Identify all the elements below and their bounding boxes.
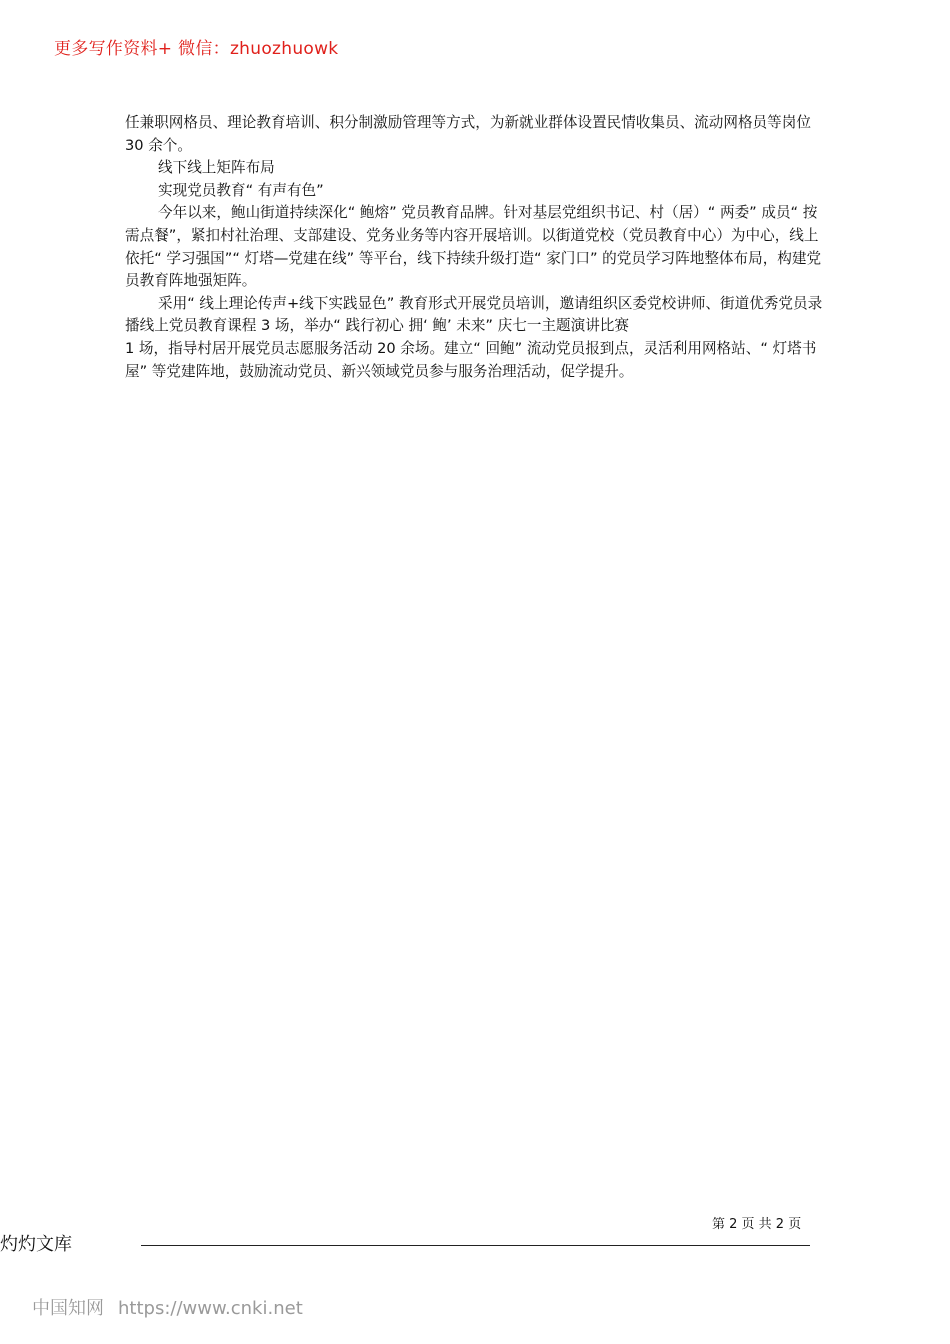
page-number: 第 2 页 共 2 页 (712, 1217, 802, 1232)
paragraph: 1 场，指导村居开展党员志愿服务活动 20 余场。建立“ 回鲍” 流动党员报到点，灵活利用网格站、“ 灯塔书屋” 等党建阵地，鼓励流动党员、新兴领域党员参与服务治理活动，促学提升。 (125, 339, 817, 380)
promo-banner: 更多写作资料+ 微信：zhuozhuowk (54, 39, 339, 59)
section-heading: 线下线上矩阵布局 (158, 159, 275, 177)
site-url: https://www.cnki.net (118, 1298, 303, 1319)
document-body (125, 112, 830, 383)
footer-divider (141, 1245, 810, 1246)
library-logo-text: 灼灼文库 (0, 1234, 72, 1255)
section-heading: 实现党员教育“ 有声有色” (158, 181, 324, 199)
paragraph: 采用“ 线上理论传声+线下实践显色” 教育形式开展党员培训，邀请组织区委党校讲师、街道优秀党员录播线上党员教育课程 3 场，举办“ 践行初心 拥‘ 鲍’ 未来” 庆七一主题演讲比赛 (125, 294, 823, 335)
paragraph: 今年以来，鲍山街道持续深化“ 鲍熔” 党员教育品牌。针对基层党组织书记、村（居）“ 两委” 成员“ 按需点餐”，紧扣村社治理、支部建设、党务业务等内容开展培训。以街道党校（党员教育中心）为中心，线上依托“ 学习强国”“ 灯塔—党建在线” 等平台，线下持续升级打造“ 家门口” 的党员学习阵地整体布局，构建党员教育阵地强矩阵。 (125, 204, 822, 290)
site-name: 中国知网 (32, 1298, 104, 1319)
footer-watermark (32, 1294, 303, 1320)
paragraph: 任兼职网格员、理论教育培训、积分制激励管理等方式，为新就业群体设置民情收集员、流动网格员等岗位 30 余个。 (125, 114, 811, 154)
